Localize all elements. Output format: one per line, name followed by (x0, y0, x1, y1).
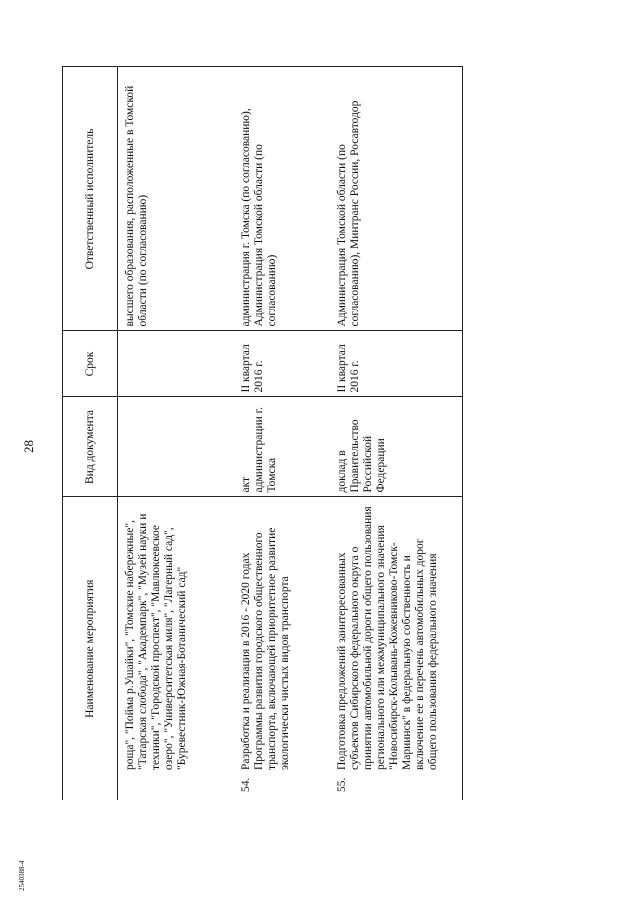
cell-responsible: Администрация Томской области (по согласованию), Минтранс России, Росавтодор (330, 67, 463, 331)
row-number: 55. (336, 777, 348, 792)
header-doc-type: Вид документа (63, 397, 118, 497)
cell-deadline (118, 331, 235, 397)
cell-responsible: высшего образования, расположенные в Томской области (по согласованию) (118, 67, 235, 331)
cell-name (118, 497, 235, 800)
measures-table (62, 67, 463, 801)
table-row (330, 67, 463, 800)
cell-responsible: администрация г. Томска (по согласованию), Администрация Томской области (по согласованию) (234, 67, 330, 331)
cell-deadline: II квартал 2016 г. (234, 331, 330, 397)
row-name-text: Подготовка предложений заинтересованных субъектов Сибирского федерального округа о принятии автомобильной дороги общего пользования регионального или межмуниципального значения "Новосибирск-Колывань-Кожевниково-Томск-Мариинск" в федеральную собственность и включение ее в перечень автомобильных дорог общего пользования федерального значения (336, 506, 439, 770)
document-code: 2540388-4 (18, 860, 26, 891)
row-number: 54. (240, 777, 252, 792)
table-header-row (63, 67, 118, 800)
cell-doc-type (118, 397, 235, 497)
cell-name (234, 497, 330, 800)
header-deadline: Срок (63, 331, 118, 397)
cell-deadline: II квартал 2016 г. (330, 331, 463, 397)
row-name-text: роща", "Пойма р.Ушайки", "Томские набережные", "Татарская слобода", "Академпарк", "Музей науки и техники", "Городской проспект", "Мавлюкеевское озеро", "Университетская миля", "Лагерный сад", "Буревестник-Южная-Ботанический сад" (124, 513, 188, 770)
table-row (118, 67, 235, 800)
cell-doc-type: доклад в Правительство Российской Федерации (330, 397, 463, 497)
cell-doc-type: акт администрации г. Томска (234, 397, 330, 497)
row-name-text: Разработка и реализация в 2016 - 2020 годах Программы развития городского общественного транспорта, включающей приоритетное развитие экологически чистых видов транспорта (240, 527, 291, 770)
header-responsible: Ответственный исполнитель (63, 67, 118, 331)
header-name: Наименование мероприятия (63, 497, 118, 800)
cell-name (330, 497, 463, 800)
table-row (234, 67, 330, 800)
page-number: 28 (21, 440, 36, 453)
